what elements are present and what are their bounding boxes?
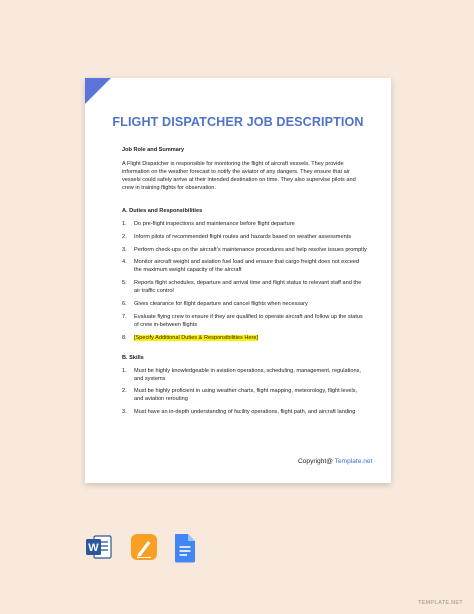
skill-item [122,367,368,383]
watermark: TEMPLATE.NET [418,600,463,606]
svg-text:W: W [88,542,99,554]
copyright-label: Copyright@ [298,458,333,465]
duty-item [122,279,368,295]
duty-text: Reports flight schedules, departure and arrival time and flight status to relevant staff and the air traffic control [134,280,362,295]
duty-number: 3. [122,246,127,253]
duty-item [122,300,368,308]
pages-icon[interactable] [130,533,158,566]
duty-item [122,233,368,241]
duty-item [122,258,368,274]
duty-text: Monitor aircraft weight and aviation fuel load and ensure that cargo freight does not exceed the maximum weight capacity of the aircraft [134,259,360,274]
word-icon[interactable] [85,533,113,566]
skill-text: Must have an in-depth understanding of facility operations, flight path, and aircraft landing [134,409,356,416]
skills-heading: B. Skills [122,354,144,361]
corner-decoration [85,78,111,104]
copyright-line [298,458,372,465]
skill-item [122,387,368,403]
role-heading: Job Role and Summary [122,147,185,153]
skill-text: Must be highly knowledgeable in aviation operations, scheduling, management, regulations, and systems [134,367,362,382]
duties-list [122,220,368,342]
duty-text: Evaluate flying crew to ensure if they are qualified to operate aircraft and follow up the status of crew in-between flights [134,313,363,328]
duty-item [122,246,368,254]
skills-list [122,367,368,417]
placeholder-highlight: [Specify Additional Duties & Responsibilities Here] [134,334,259,341]
duty-item [122,313,368,329]
duty-number: 7. [122,313,127,320]
skill-number: 2. [122,388,127,395]
duty-number: 2. [122,233,127,240]
duty-number: 4. [122,259,127,266]
duty-text: Perform check-ups on the aircraft’s maintenance procedures and help resolve issues promptly [134,246,367,253]
document-page [85,78,391,483]
duty-number: 8. [122,334,127,341]
duty-text: Do pre-flight inspections and maintenance before flight departure [134,221,295,227]
duty-text: Gives clearance for flight departure and cancel flights when necessary [134,300,308,307]
skill-number: 3. [122,409,127,416]
skill-item [122,408,368,416]
duties-heading: A. Duties and Responsibilities [122,208,203,214]
document-title: FLIGHT DISPATCHER JOB DESCRIPTION [112,115,364,129]
duty-number: 5. [122,280,127,287]
copyright-brand: Template.net [334,458,373,465]
duty-text: Inform pilots of recommended flight routes and hazards based on weather assessments [134,233,352,240]
skill-text: Must be highly proficient in using weather charts, flight mapping, meteorology, flight levels, and aviation rerouting [134,388,358,403]
duty-item [122,220,368,228]
duty-number: 6. [122,300,127,307]
skill-number: 1. [122,367,127,374]
duty-number: 1. [122,221,127,227]
google-docs-icon[interactable] [173,533,197,568]
document-body [122,146,368,421]
role-summary: A Flight Dispatcher is responsible for monitoring the flight of aircraft vessels. They provide information on the weather forecast to notify the aviator of any dangers. They ensure that air vessels could safely arrive at their intended destination on time. They also supervise pilots and crew in training flights for observation. [122,161,356,191]
duty-item [122,334,368,342]
